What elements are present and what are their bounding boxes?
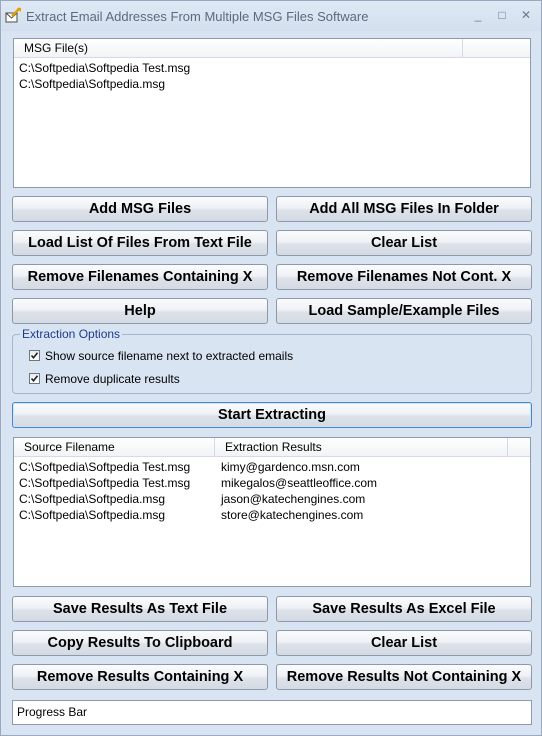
extraction-result-cell: store@katechengines.com: [221, 508, 364, 522]
load-sample-files-button[interactable]: Load Sample/Example Files: [276, 298, 532, 324]
column-header-source-filename[interactable]: Source Filename: [14, 438, 215, 456]
table-row[interactable]: [19, 475, 519, 491]
checkmark-icon: [30, 374, 39, 383]
clear-files-list-button[interactable]: Clear List: [276, 230, 532, 256]
add-msg-files-button[interactable]: Add MSG Files: [12, 196, 268, 222]
source-filename-cell: C:\Softpedia\Softpedia.msg: [19, 508, 166, 522]
results-header: [14, 438, 530, 457]
start-extracting-button[interactable]: Start Extracting: [12, 402, 532, 428]
remove-results-not-containing-button[interactable]: Remove Results Not Containing X: [276, 664, 532, 690]
msg-files-list[interactable]: [13, 38, 531, 188]
extraction-result-cell: mikegalos@seattleoffice.com: [221, 476, 378, 490]
remove-duplicates-checkbox[interactable]: [29, 373, 40, 384]
help-button[interactable]: Help: [12, 298, 268, 324]
source-filename-cell: C:\Softpedia\Softpedia.msg: [19, 492, 166, 506]
show-source-filename-checkbox[interactable]: [29, 350, 40, 361]
remove-filenames-not-containing-button[interactable]: Remove Filenames Not Cont. X: [276, 264, 532, 290]
checkmark-icon: [30, 351, 39, 360]
progress-bar-label: Progress Bar: [17, 705, 88, 719]
remove-duplicates-label: Remove duplicate results: [45, 372, 180, 386]
load-list-from-text-file-button[interactable]: Load List Of Files From Text File: [12, 230, 268, 256]
results-list[interactable]: [13, 437, 531, 587]
column-header-msg-files[interactable]: MSG File(s): [14, 39, 463, 57]
extraction-options-legend: Extraction Options: [22, 327, 121, 341]
table-row[interactable]: [19, 507, 519, 523]
app-envelope-arrow-icon[interactable]: [5, 7, 22, 24]
title-bar[interactable]: [1, 1, 541, 31]
add-all-msg-files-in-folder-button[interactable]: Add All MSG Files In Folder: [276, 196, 532, 222]
save-results-as-text-file-button[interactable]: Save Results As Text File: [12, 596, 268, 622]
clear-results-list-button[interactable]: Clear List: [276, 630, 532, 656]
msg-files-header: [14, 39, 530, 58]
source-filename-cell: C:\Softpedia\Softpedia Test.msg: [19, 476, 191, 490]
extraction-result-cell: kimy@gardenco.msn.com: [221, 460, 360, 474]
maximize-button[interactable]: □: [498, 8, 506, 22]
column-header-extraction-results[interactable]: Extraction Results: [215, 438, 508, 456]
progress-bar: [12, 700, 532, 725]
close-button[interactable]: ✕: [520, 8, 532, 22]
remove-results-containing-button[interactable]: Remove Results Containing X: [12, 664, 268, 690]
source-filename-cell: C:\Softpedia\Softpedia Test.msg: [19, 460, 191, 474]
list-item[interactable]: C:\Softpedia\Softpedia.msg: [19, 77, 166, 91]
minimize-button[interactable]: _: [474, 8, 482, 22]
extraction-options-group: [12, 327, 532, 394]
table-row[interactable]: [19, 491, 519, 507]
extraction-result-cell: jason@katechengines.com: [221, 492, 366, 506]
save-results-as-excel-file-button[interactable]: Save Results As Excel File: [276, 596, 532, 622]
table-row[interactable]: [19, 459, 519, 475]
show-source-filename-label: Show source filename next to extracted emails: [45, 349, 294, 363]
copy-results-to-clipboard-button[interactable]: Copy Results To Clipboard: [12, 630, 268, 656]
remove-filenames-containing-button[interactable]: Remove Filenames Containing X: [12, 264, 268, 290]
window-title: Extract Email Addresses From Multiple MSG Files Software: [26, 9, 369, 24]
list-item[interactable]: C:\Softpedia\Softpedia Test.msg: [19, 61, 191, 75]
